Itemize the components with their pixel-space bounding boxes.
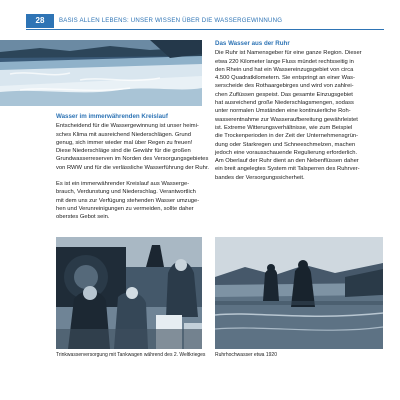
text-line: mit dem uns zur Verfügung stehenden Wasser umzuge- xyxy=(56,197,200,204)
caption-flood: Ruhrhochwasser etwa 1920 xyxy=(215,352,277,358)
text-line: den Rhein und hat ein Wassereinzugsgebiet von circa xyxy=(215,66,354,73)
text-line: brauch, Verdunstung und Niederschlag. Verantwortlich xyxy=(56,189,196,196)
running-title: BASIS ALLEN LEBENS: UNSER WISSEN ÜBER DIE WASSERGEWINNUNG xyxy=(59,17,283,24)
header-rule xyxy=(26,29,384,30)
paragraph-klima xyxy=(56,122,210,172)
text-line: sches Klima mit ausreichend Niederschlägen. Grund xyxy=(56,131,192,138)
text-line: Diese Niederschläge sind die Gewähr für die großen xyxy=(56,148,191,155)
page-number: 28 xyxy=(26,14,54,28)
paragraph-kreislauf xyxy=(56,180,202,221)
text-line: ist. Extreme Witterungsverhältnisse, wie zum Beispiel xyxy=(215,124,353,131)
text-line: ein breit angelegtes System mit Talsperren des Ruhrver- xyxy=(215,166,360,173)
text-line: Die Ruhr ist Namensgeber für eine ganze Region. Dieser xyxy=(215,50,362,57)
text-line: jedoch eine vorausschauende Regulierung erforderlich. xyxy=(215,149,358,156)
text-line: Grundwasserreserven im Norden des Versorgungsgebietes xyxy=(56,156,209,163)
paragraph-ruhr xyxy=(215,49,383,182)
text-line: von RWW und für die verlässliche Wasserführung der Ruhr. xyxy=(56,164,210,171)
text-line: bandes der Versorgungssicherheit. xyxy=(215,174,305,181)
text-line: 4.500 Quadratkilometern. Sie entspringt an einer Was- xyxy=(215,75,355,82)
text-line: unter normalen Umständen eine kontinuierliche Roh- xyxy=(215,108,351,115)
text-line: Am Oberlauf der Ruhr dient an den Nebenflüssen daher xyxy=(215,158,359,165)
flood-photo xyxy=(215,237,383,349)
text-line: Entscheidend für die Wassergewinnung ist unser heimi- xyxy=(56,123,199,130)
section-heading-kreislauf: Wasser im immerwährenden Kreislauf xyxy=(56,113,168,120)
text-line: chen Zuflüssen gespeist. Das gesamte Einzugsgebiet xyxy=(215,91,353,98)
text-line: die Trockenperioden in der Zeit der Unternehmensgrün- xyxy=(215,133,359,140)
right-column xyxy=(215,40,383,182)
text-line: wasserentnahme zur Wasseraufbereitung gewährleistet xyxy=(215,116,358,123)
text-line: genug, sich immer wieder mal über Regen zu freuen! xyxy=(56,139,193,146)
caption-tank-truck: Trinkwasserversorgung mit Tankwagen während des 2. Weltkrieges xyxy=(56,352,206,358)
text-line: Es ist ein immerwährender Kreislauf aus Wassergе- xyxy=(56,181,190,188)
text-line: hen und Verunreinigungen zu vermeiden, sollte daher xyxy=(56,205,194,212)
section-heading-ruhr: Das Wasser aus der Ruhr xyxy=(215,40,290,47)
river-weir-photo xyxy=(0,40,202,106)
tank-truck-photo xyxy=(56,237,202,349)
text-line: hat ausreichend große Niederschlagsmengen, sodass xyxy=(215,100,354,107)
text-line: oberstes Gebot sein. xyxy=(56,214,110,221)
left-column xyxy=(56,113,210,222)
text-line: etwa 220 Kilometer lange Fluss mündet rechtsseitig in xyxy=(215,58,354,65)
text-line: dung oder Starkregen und Schneeschmelzen, machen xyxy=(215,141,356,148)
text-line: serscheide des Rothaargebirges und wird von zahlrei- xyxy=(215,83,354,90)
